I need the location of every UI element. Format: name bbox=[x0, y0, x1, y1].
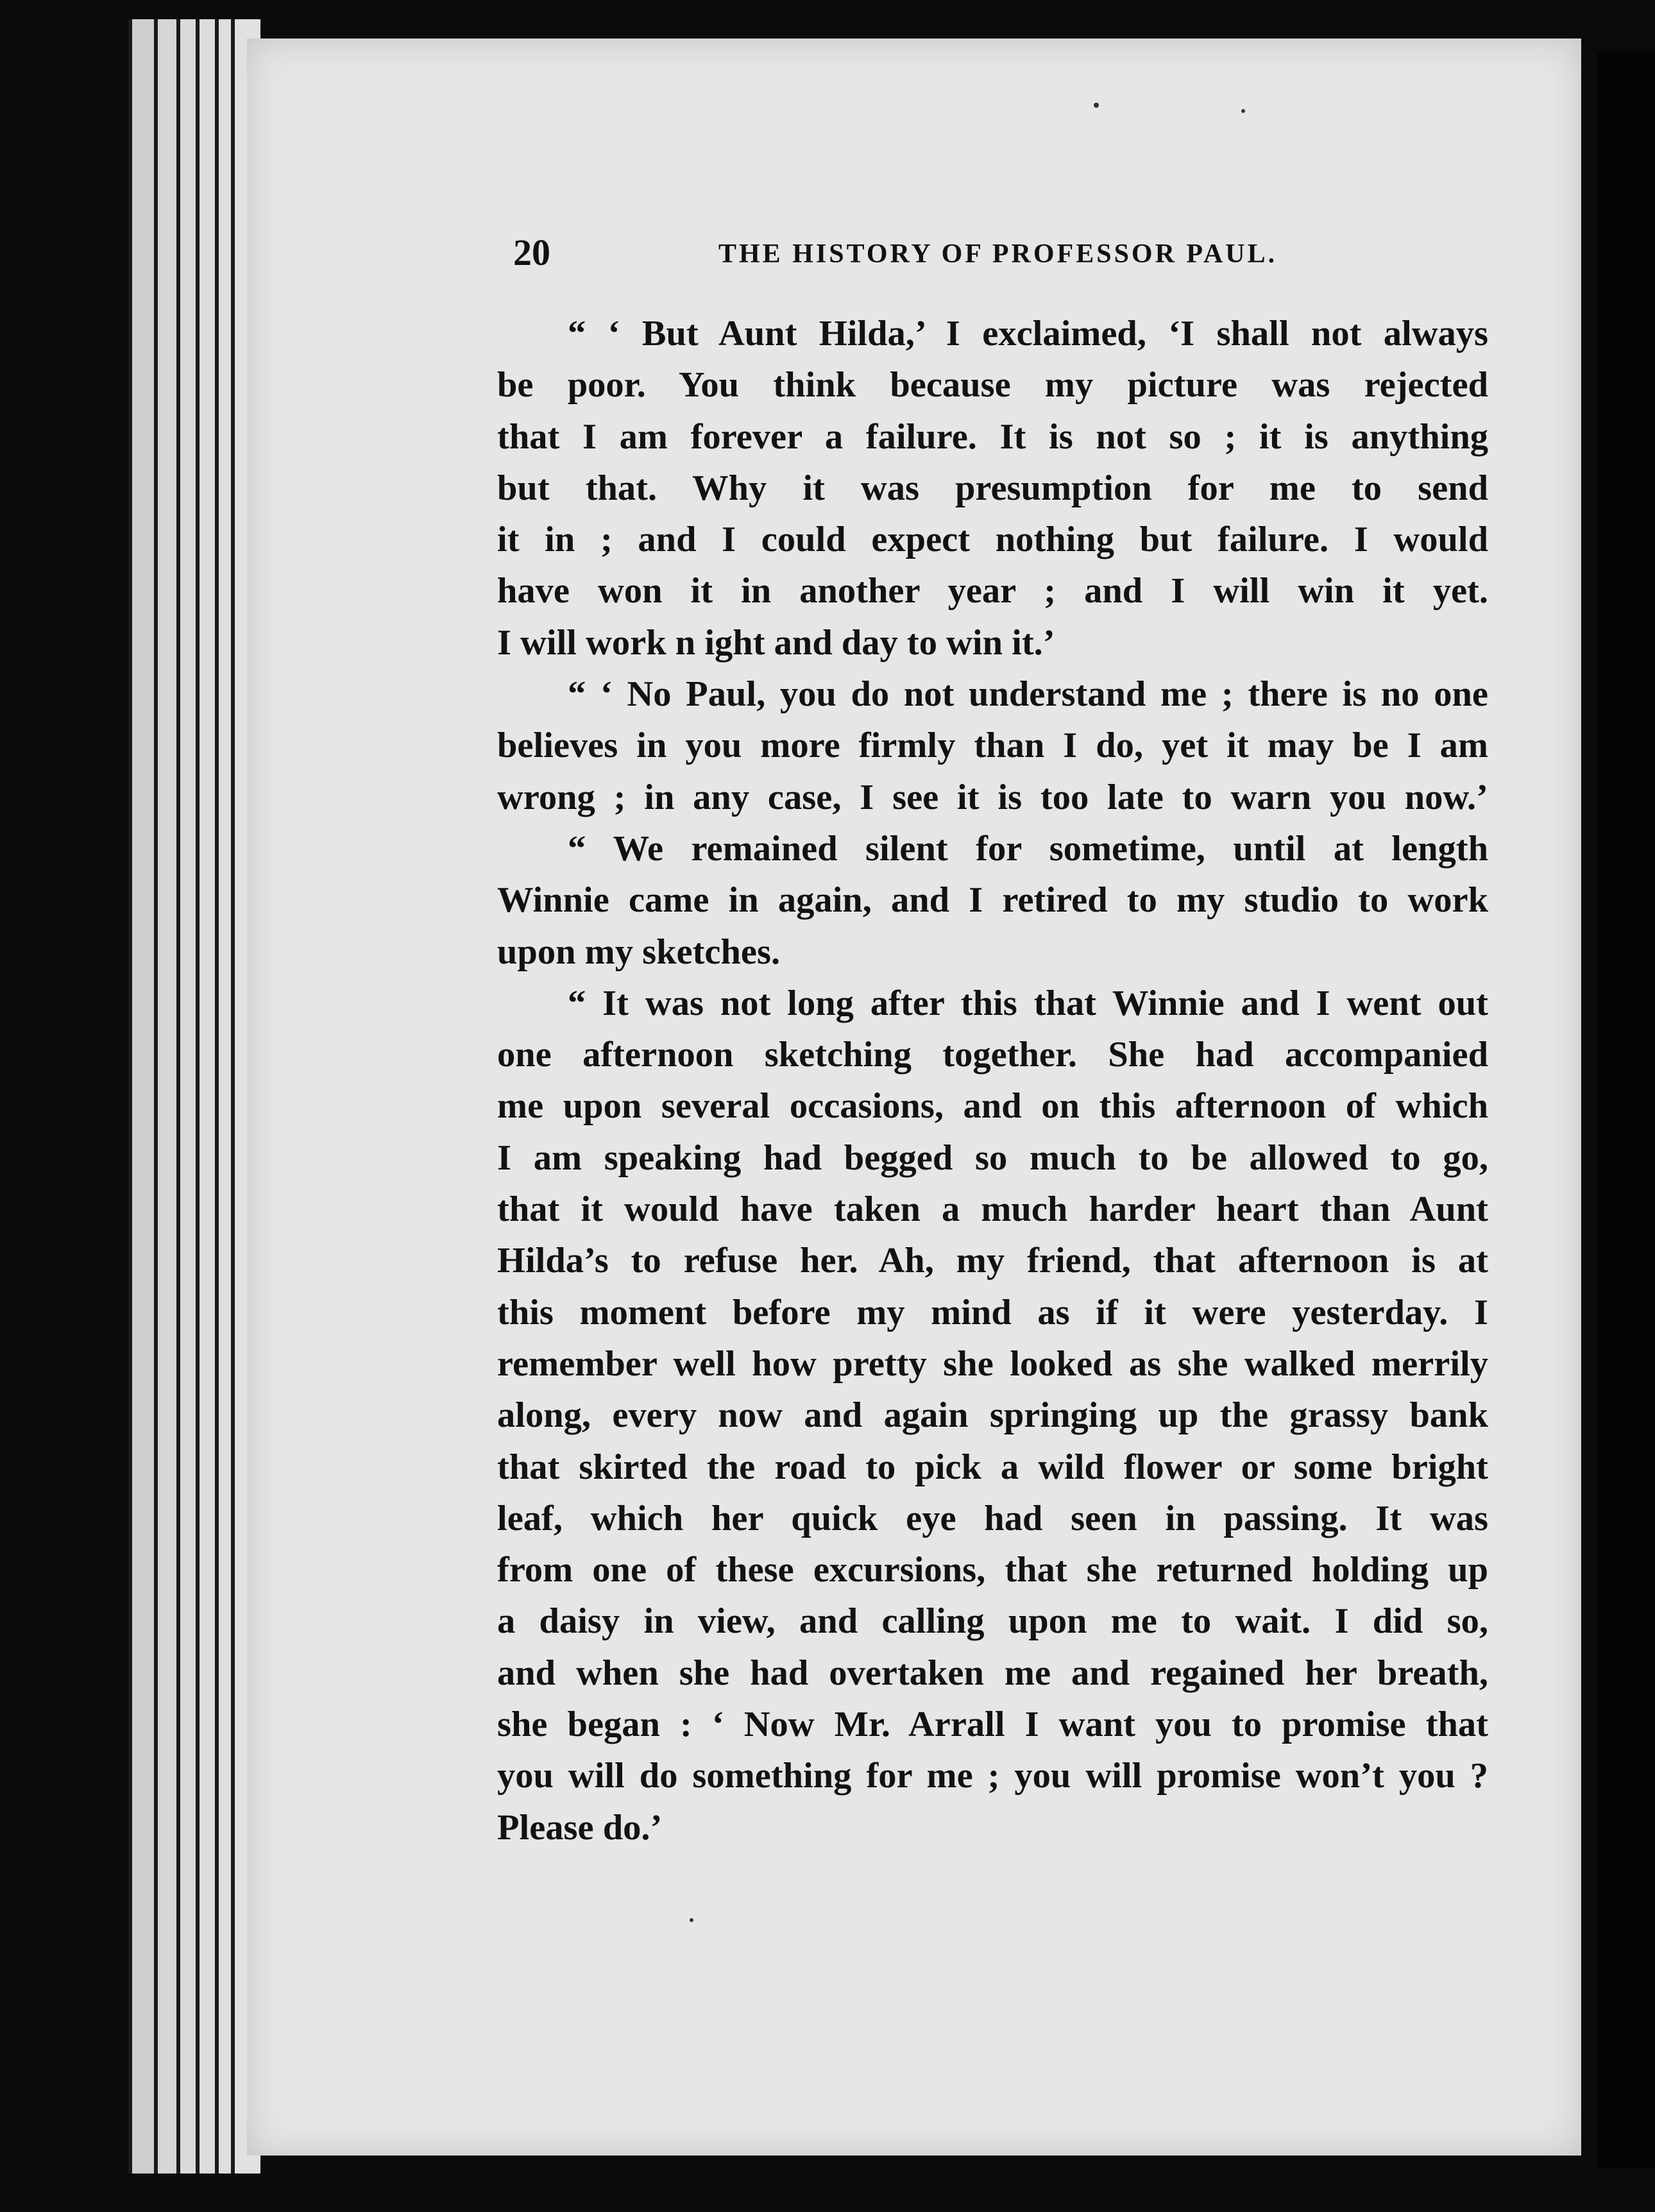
text-line: have won it in another year ; and I will win it yet. bbox=[497, 571, 1488, 611]
text-line: that I am forever a failure. It is not so ; it is anything bbox=[497, 416, 1488, 457]
ink-speck bbox=[690, 1918, 693, 1922]
text-line: from one of these excursions, that she returned holding up bbox=[497, 1550, 1488, 1590]
text-line: one afternoon sketching together. She had accompanied bbox=[497, 1035, 1488, 1075]
text-line: that it would have taken a much harder heart than Aunt bbox=[497, 1189, 1488, 1230]
text-line: me upon several occasions, and on this afternoon of which bbox=[497, 1086, 1488, 1127]
text-line: I will work n ight and day to win it.’ bbox=[497, 622, 1055, 663]
text-line: it in ; and I could expect nothing but failure. I would bbox=[497, 520, 1488, 560]
text-line: “ It was not long after this that Winnie and I went out bbox=[568, 983, 1488, 1023]
text-line: be poor. You think because my picture was rejected bbox=[497, 365, 1488, 405]
page-number: 20 bbox=[513, 232, 550, 273]
page-header bbox=[513, 231, 1315, 289]
text-line: “ ‘ No Paul, you do not understand me ; there is no one bbox=[568, 674, 1488, 715]
text-line: “ ‘ But Aunt Hilda,’ I exclaimed, ‘I shall not always bbox=[568, 314, 1488, 353]
text-line: upon my sketches. bbox=[497, 932, 781, 972]
text-line: this moment before my mind as if it were yesterday. I bbox=[497, 1292, 1488, 1332]
text-line: she began : ‘ Now Mr. Arrall I want you to promise that bbox=[497, 1705, 1488, 1745]
running-title: THE HISTORY OF PROFESSOR PAUL. bbox=[718, 239, 1278, 269]
text-line: believes in you more firmly than I do, yet it may be I am bbox=[497, 726, 1488, 766]
page-gutter-shadow bbox=[1597, 51, 1655, 2168]
text-line: and when she had overtaken me and regained her breath, bbox=[497, 1653, 1488, 1693]
text-line: Winnie came in again, and I retired to my studio to work bbox=[497, 880, 1488, 921]
text-line: wrong ; in any case, I see it is too late to warn you now.’ bbox=[497, 777, 1488, 817]
text-line: along, every now and again springing up the grassy bank bbox=[497, 1395, 1488, 1436]
text-line: that skirted the road to pick a wild flower or some bright bbox=[497, 1447, 1488, 1487]
text-line: remember well how pretty she looked as she walked merrily bbox=[497, 1343, 1488, 1384]
text-line: but that. Why it was presumption for me to send bbox=[497, 468, 1488, 508]
body-text bbox=[497, 308, 1488, 1853]
text-line: leaf, which her quick eye had seen in passing. It was bbox=[497, 1498, 1488, 1538]
text-line: a daisy in view, and calling upon me to wait. I did so, bbox=[497, 1601, 1488, 1642]
ink-speck bbox=[1241, 109, 1245, 113]
text-line: Hilda’s to refuse her. Ah, my friend, that afternoon is at bbox=[497, 1241, 1488, 1281]
ink-speck bbox=[1094, 103, 1099, 108]
text-line: you will do something for me ; you will promise won’t you ? bbox=[497, 1756, 1488, 1796]
text-line: Please do.’ bbox=[497, 1807, 663, 1848]
text-line: I am speaking had begged so much to be allowed to go, bbox=[497, 1137, 1488, 1178]
text-line: “ We remained silent for sometime, until at length bbox=[568, 828, 1488, 869]
